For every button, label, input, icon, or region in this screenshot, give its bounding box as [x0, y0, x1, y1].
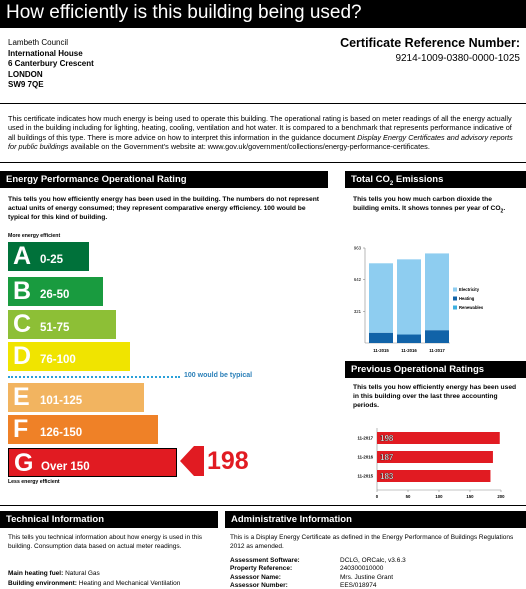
co2-bar-electricity: [397, 259, 421, 334]
rating-band-g: [8, 448, 177, 477]
more-efficient-label: More energy efficient: [8, 233, 61, 239]
admin-row-value: 240300010000: [340, 565, 384, 573]
rating-band-f: [8, 415, 158, 444]
x-tick-label: 11-2016: [401, 348, 417, 353]
legend-swatch: [453, 306, 457, 310]
address-line-1: International House: [8, 48, 83, 58]
building-environment-label: Building environment:: [8, 580, 77, 587]
previous-rating-value: 183: [380, 472, 394, 481]
main-heating-fuel: [8, 570, 100, 577]
divider: [0, 505, 526, 506]
admin-row-label: Assessor Name:: [230, 573, 281, 581]
rating-band-range: 26-50: [40, 289, 70, 301]
rating-band-range: 126-150: [40, 427, 83, 439]
y-tick-label: 11-2015: [357, 473, 373, 479]
rating-band-c: [8, 310, 116, 339]
admin-row-label: Assessment Software:: [230, 557, 300, 564]
y-tick-label: 11-2016: [357, 454, 373, 460]
rating-band-letter: C: [13, 310, 32, 338]
legend-swatch: [453, 297, 457, 301]
co2-heading-text: Total CO: [351, 174, 390, 185]
admin-row-value: Mrs. Justine Grant: [340, 573, 394, 581]
rating-band-letter: B: [13, 277, 32, 305]
co2-heading-end: Emissions: [393, 174, 444, 185]
rating-band-letter: E: [13, 383, 30, 411]
legend-label: Heating: [459, 296, 475, 301]
divider: [0, 162, 526, 163]
address-line-2: 6 Canterbury Crescent: [8, 59, 94, 68]
council-name: Lambeth Council: [8, 38, 69, 47]
co2-bar-electricity: [425, 253, 449, 330]
rating-band-range: Over 150: [41, 461, 90, 473]
legend-label: Renewables: [459, 305, 484, 310]
intro-paragraph: [8, 114, 520, 152]
technical-info-description: This tells you technical information about how energy is used in this building. Consumption data based on actual meter readings.: [8, 534, 203, 550]
rating-band-b: [8, 277, 103, 306]
less-efficient-label: Less energy efficient: [8, 479, 60, 485]
admin-row-value: EES/018974: [340, 581, 377, 589]
page-title: How efficiently is this building being used?: [0, 0, 526, 28]
building-environment: [8, 580, 180, 587]
co2-heading: [345, 171, 526, 188]
previous-rating-bar: [377, 432, 500, 444]
operational-rating-description: This tells you how efficiently energy has been used in the building. The numbers do not represent actual units of energy consumed; they represent comparative energy efficiency. 100 would be typical for this kind of building.: [8, 196, 320, 221]
main-heating-fuel-label: Main heating fuel:: [8, 570, 64, 577]
typical-label: 100 would be typical: [184, 372, 253, 379]
rating-band-range: 101-125: [40, 395, 83, 407]
intro-text-end: available on the Government's website at: www.gov.uk/government/collections/energy-performance-certificates.: [68, 142, 430, 152]
co2-bar-heating: [425, 330, 449, 343]
divider: [0, 103, 526, 104]
typical-line: [8, 376, 180, 378]
rating-band-range: 0-25: [40, 254, 64, 266]
rating-band-letter: G: [14, 449, 34, 477]
previous-ratings-description: This tells you how efficiently energy has been used in this building over the last three accounting periods.: [353, 384, 517, 409]
co2-emissions-chart: [345, 238, 526, 358]
rating-band-e: [8, 383, 144, 412]
y-tick-label: 321: [353, 308, 361, 314]
previous-rating-value: 198: [380, 434, 394, 443]
building-environment-value: Heating and Mechanical Ventilation: [78, 580, 181, 587]
x-tick-label: 0: [375, 494, 379, 499]
y-tick-label: 642: [353, 277, 361, 283]
y-tick-label: 11-2017: [357, 435, 373, 441]
admin-row-value: DCLG, ORCalc, v3.6.3: [340, 557, 406, 564]
co2-description: [353, 196, 519, 216]
previous-rating-value: 187: [380, 453, 394, 462]
legend-label: Electricity: [459, 287, 480, 292]
x-tick-label: 50: [405, 494, 411, 499]
technical-info-heading: Technical Information: [0, 511, 218, 528]
co2-bar-heating: [397, 335, 421, 343]
building-address: [8, 38, 94, 91]
co2-desc-end: .: [503, 204, 506, 212]
previous-ratings-heading: Previous Operational Ratings: [345, 361, 526, 378]
admin-row-label: Assessor Number:: [230, 581, 288, 589]
admin-row-label: Property Reference:: [230, 565, 293, 573]
rating-band-a: [8, 242, 89, 271]
rating-band-letter: D: [13, 342, 32, 370]
certificate-reference-number: 9214-1009-0380-0000-1025: [395, 53, 520, 64]
address-line-4: SW9 7QE: [8, 80, 44, 89]
guidance-document-title: Display Energy Certificates and advisory reports for public buildings: [8, 132, 513, 152]
x-tick-label: 11-2017: [429, 348, 445, 353]
x-tick-label: 150: [466, 494, 474, 499]
previous-ratings-chart: [345, 424, 526, 502]
x-tick-label: 100: [435, 494, 443, 499]
operational-rating-heading: Energy Performance Operational Rating: [0, 171, 328, 188]
co2-heading-sub: 2: [389, 180, 394, 187]
previous-rating-bar: [377, 451, 493, 463]
co2-bar-heating: [369, 333, 393, 343]
operational-rating-value: 198: [207, 447, 249, 475]
rating-band-letter: F: [13, 415, 29, 443]
y-tick-label: 963: [353, 245, 361, 251]
address-line-3: LONDON: [8, 69, 43, 79]
rating-band-range: 51-75: [40, 322, 70, 334]
rating-band-range: 76-100: [40, 354, 76, 366]
certificate-reference-label: Certificate Reference Number:: [340, 36, 520, 50]
main-heating-fuel-value: Natural Gas: [65, 570, 100, 577]
rating-band-letter: A: [13, 242, 32, 270]
x-tick-label: 11-2015: [373, 348, 389, 353]
legend-swatch: [453, 288, 457, 292]
co2-bar-electricity: [369, 263, 393, 332]
co2-desc-sub: 2: [500, 208, 504, 215]
previous-rating-bar: [377, 470, 490, 482]
rating-arrow-icon: [180, 446, 204, 476]
admin-info-heading: Administrative Information: [225, 511, 526, 528]
intro-text: This certificate indicates how much energy is being used to operate this building. The operational rating is based on meter readings of all the energy actually used in the building including for lighting, heating, cooling, ventilation and hot water. It is compared to a benchmark that represents performance indicative of all buildings of this type. There is more advice on how to interpret this information in the guidance document: [8, 114, 512, 142]
x-tick-label: 200: [497, 494, 505, 499]
rating-band-d: [8, 342, 130, 371]
admin-info-description: This is a Display Energy Certificate as defined in the Energy Performance of Buildings Regulations 2012 as amended.: [230, 534, 514, 550]
co2-desc-text: This tells you how much carbon dioxide the building emits. It shows tonnes per year of CO: [353, 196, 501, 212]
